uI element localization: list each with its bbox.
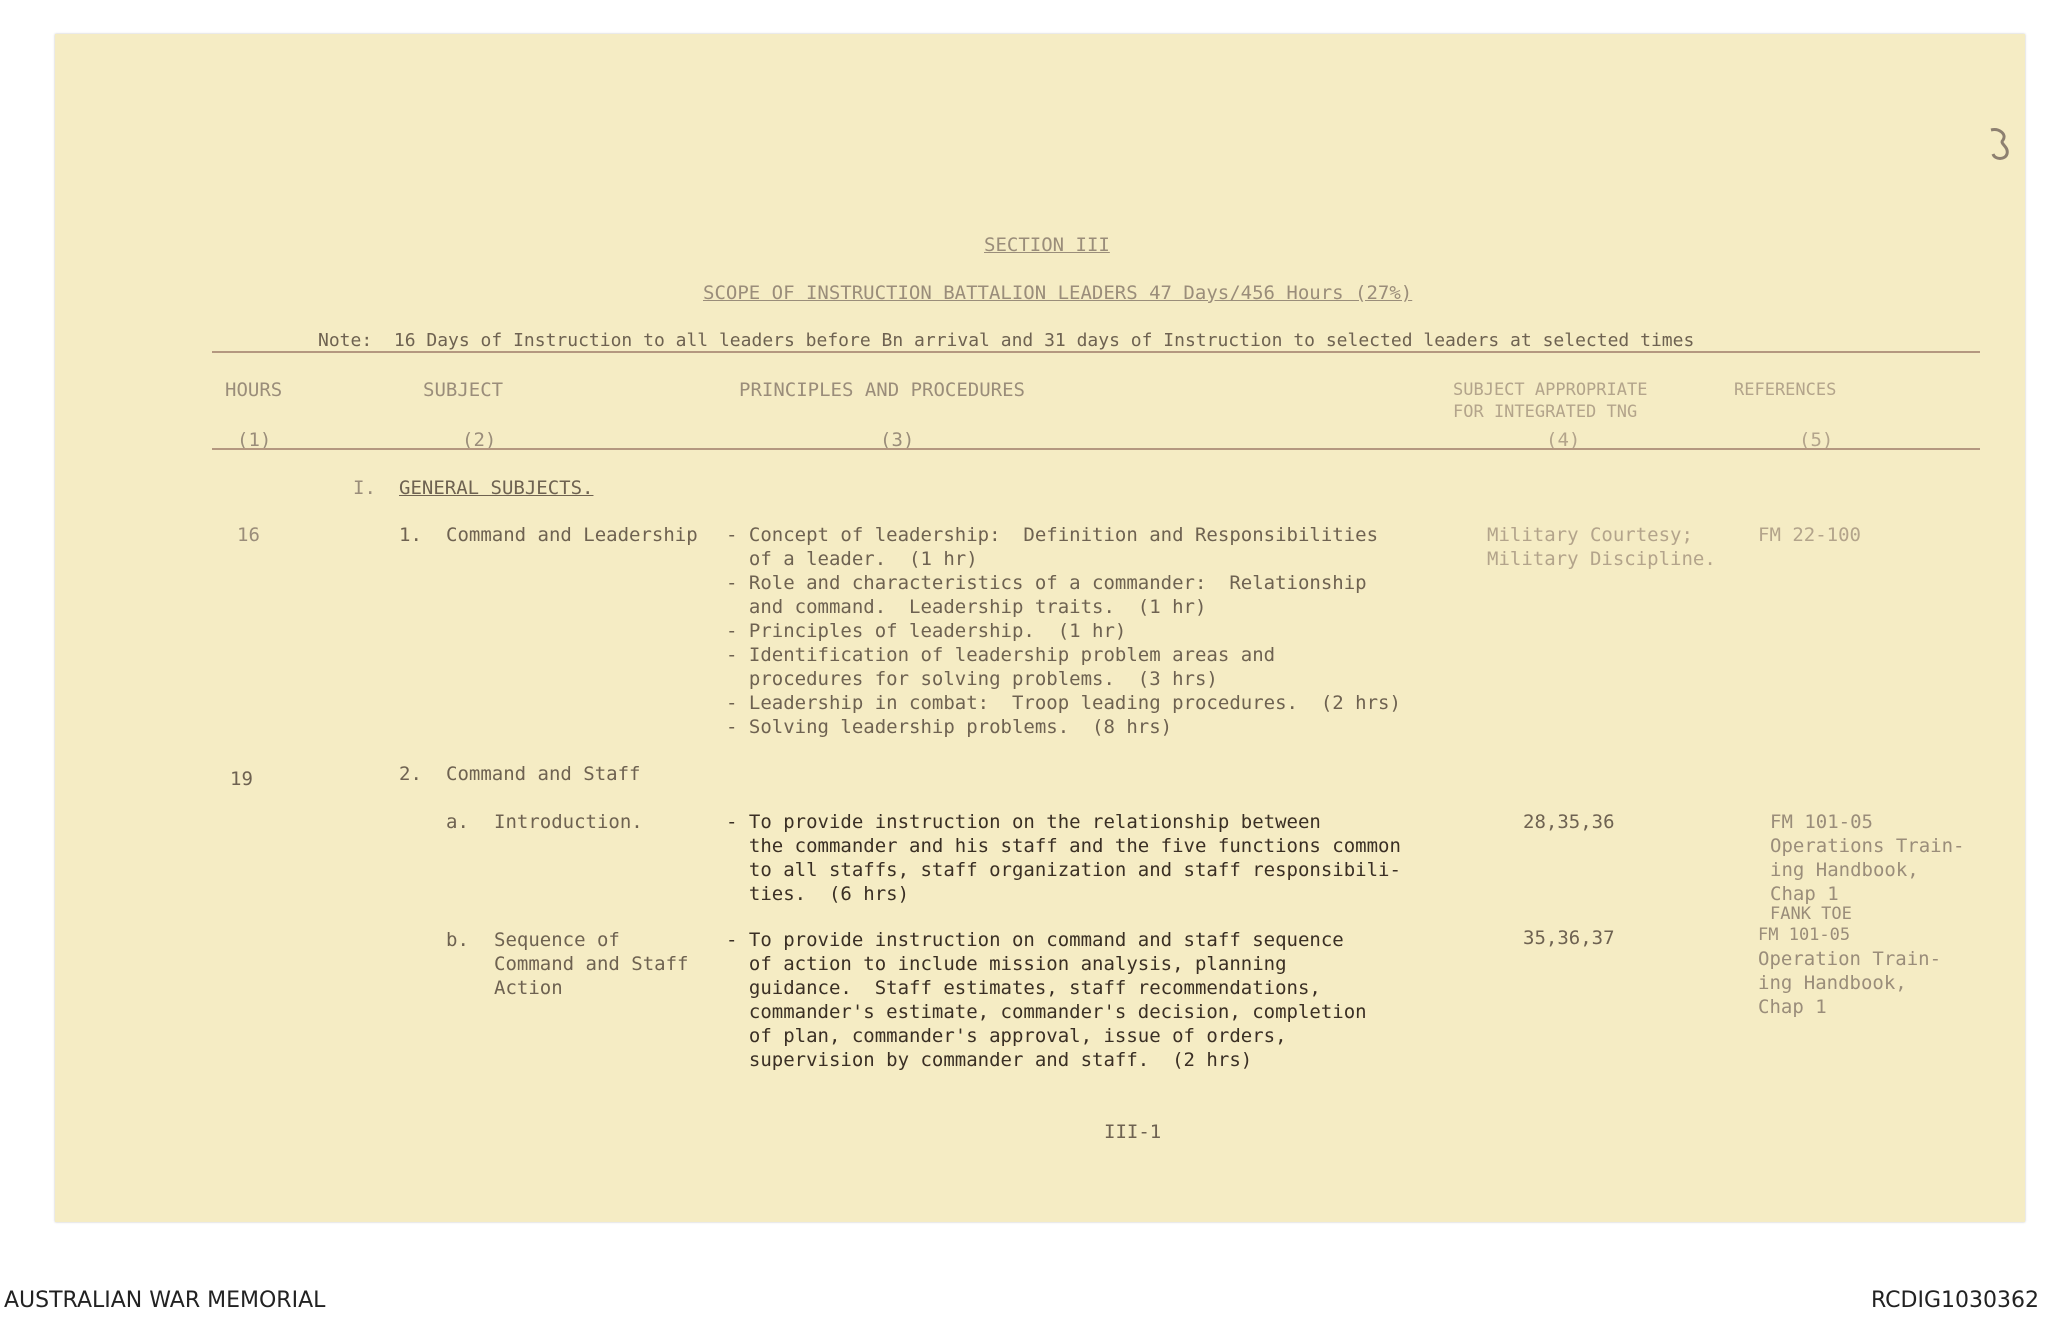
group-title: GENERAL SUBJECTS. xyxy=(399,477,594,499)
item2a-letter: a. xyxy=(446,811,469,833)
principle-line: commander's estimate, commander's decision, completion xyxy=(726,1001,1367,1023)
reference-line: FM 101-05 xyxy=(1758,925,1851,945)
footer-record-id: RCDIG1030362 xyxy=(1870,1288,2039,1313)
header-bottom-rule xyxy=(212,448,1980,450)
item2a-integrated: 28,35,36 xyxy=(1523,811,1615,833)
reference-line: FM 101-05 xyxy=(1770,811,1873,833)
column-number-1: (1) xyxy=(237,429,272,451)
reference-line: Operations Train- xyxy=(1770,835,1965,857)
column-number-2: (2) xyxy=(462,429,497,451)
principle-line: of action to include mission analysis, planning xyxy=(726,953,1287,975)
header-top-rule xyxy=(212,351,1980,353)
ink-stamp-mark xyxy=(1985,126,2015,162)
page-number: III-1 xyxy=(1104,1121,1162,1143)
item2b-letter: b. xyxy=(446,929,469,951)
principle-line: and command. Leadership traits. (1 hr) xyxy=(726,596,1207,618)
header-integrated-line2: FOR INTEGRATED TNG xyxy=(1453,402,1638,422)
principle-line: procedures for solving problems. (3 hrs) xyxy=(726,668,1218,690)
principle-line: - Concept of leadership: Definition and Responsibilities xyxy=(726,524,1379,546)
column-number-5: (5) xyxy=(1799,429,1834,451)
principle-line: - Solving leadership problems. (8 hrs) xyxy=(726,716,1173,738)
item1-reference: FM 22-100 xyxy=(1758,524,1861,546)
item2b-subject-line: Sequence of xyxy=(494,929,620,951)
reference-line: Chap 1 xyxy=(1770,883,1839,905)
principle-line: - To provide instruction on command and staff sequence xyxy=(726,929,1344,951)
group-number: I. xyxy=(353,477,376,499)
item1-number: 1. xyxy=(399,524,422,546)
principle-line: of a leader. (1 hr) xyxy=(726,548,978,570)
principle-line: - Role and characteristics of a commander: Relationship xyxy=(726,572,1367,594)
footer-institution: AUSTRALIAN WAR MEMORIAL xyxy=(4,1288,326,1313)
principle-line: - To provide instruction on the relationship between xyxy=(726,811,1321,833)
principle-line: supervision by commander and staff. (2 hrs) xyxy=(726,1049,1253,1071)
item1-hours: 16 xyxy=(237,524,260,546)
principle-line: - Leadership in combat: Troop leading procedures. (2 hrs) xyxy=(726,692,1401,714)
item1-integrated-line: Military Courtesy; xyxy=(1487,524,1693,546)
principle-line: guidance. Staff estimates, staff recommendations, xyxy=(726,977,1321,999)
item2-subject: Command and Staff xyxy=(446,763,641,785)
principle-line: - Identification of leadership problem areas and xyxy=(726,644,1276,666)
instruction-note: Note: 16 Days of Instruction to all leaders before Bn arrival and 31 days of Instruction to selected leaders at selected times xyxy=(318,330,1695,351)
document-title: SCOPE OF INSTRUCTION BATTALION LEADERS 47 Days/456 Hours (27%) xyxy=(703,282,1413,304)
principle-line: of plan, commander's approval, issue of orders, xyxy=(726,1025,1287,1047)
principle-line: the commander and his staff and the five functions common xyxy=(726,835,1401,857)
reference-line: ing Handbook, xyxy=(1770,859,1919,881)
header-references: REFERENCES xyxy=(1734,380,1837,400)
item2b-subject-line: Action xyxy=(494,977,563,999)
item2b-integrated: 35,36,37 xyxy=(1523,927,1615,949)
principle-line: ties. (6 hrs) xyxy=(726,883,910,905)
item2-hours: 19 xyxy=(230,768,253,790)
header-subject: SUBJECT xyxy=(423,379,504,401)
reference-line: ing Handbook, xyxy=(1758,972,1907,994)
reference-line: FANK TOE xyxy=(1770,904,1852,924)
column-number-3: (3) xyxy=(880,429,915,451)
reference-line: Chap 1 xyxy=(1758,996,1827,1018)
item2b-subject-line: Command and Staff xyxy=(494,953,689,975)
header-integrated-line1: SUBJECT APPROPRIATE xyxy=(1453,380,1648,400)
item2a-subject: Introduction. xyxy=(494,811,643,833)
principle-line: - Principles of leadership. (1 hr) xyxy=(726,620,1127,642)
principle-line: to all staffs, staff organization and staff responsibili- xyxy=(726,859,1401,881)
item2-number: 2. xyxy=(399,763,422,785)
column-number-4: (4) xyxy=(1546,429,1581,451)
header-principles: PRINCIPLES AND PROCEDURES xyxy=(739,379,1025,401)
item1-subject: Command and Leadership xyxy=(446,524,698,546)
reference-line: Operation Train- xyxy=(1758,948,1942,970)
item1-integrated-line: Military Discipline. xyxy=(1487,548,1716,570)
header-hours: HOURS xyxy=(225,379,283,401)
section-heading: SECTION III xyxy=(984,234,1110,256)
